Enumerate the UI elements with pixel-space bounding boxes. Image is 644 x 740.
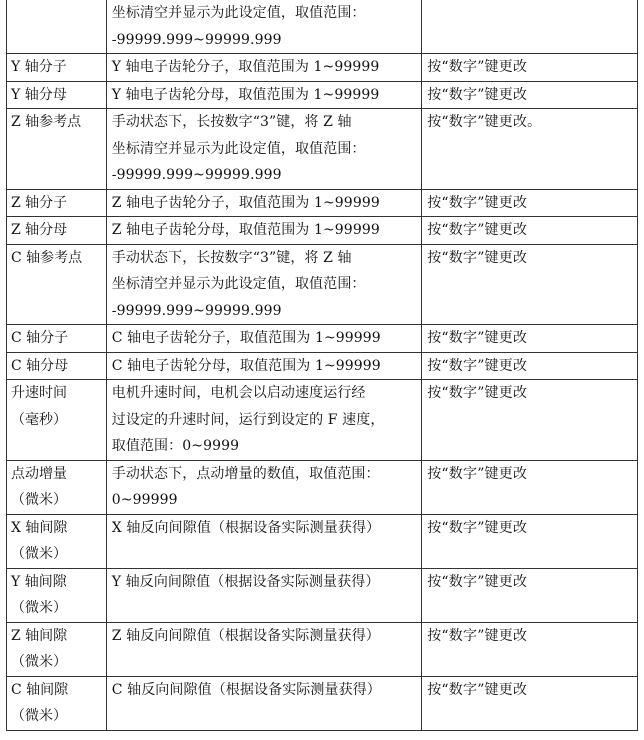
parameter-table [6,0,638,731]
parameter-operation: 按“数字”键更改 [422,217,638,245]
parameter-name: C 轴分子 [7,325,107,353]
parameter-description: C 轴电子齿轮分母，取值范围为 1~99999 [106,352,422,380]
parameter-description: Y 轴反向间隙值（根据设备实际测量获得） [106,568,422,622]
parameter-description: 手动状态下，长按数字“3”键，将 Z 轴 坐标清空并显示为此设定值，取值范围： -99999.999~99999.999 [106,109,422,190]
parameter-operation: 按“数字”键更改。 [422,109,638,190]
parameter-description: Z 轴电子齿轮分母，取值范围为 1~99999 [106,217,422,245]
table-row [7,217,638,245]
parameter-description: Z 轴电子齿轮分子，取值范围为 1~99999 [106,189,422,217]
parameter-operation [422,0,638,54]
parameter-name: C 轴间隙 （微米） [7,676,107,730]
parameter-operation: 按“数字”键更改 [422,676,638,730]
parameter-name: Z 轴分子 [7,189,107,217]
parameter-name: C 轴分母 [7,352,107,380]
parameter-operation: 按“数字”键更改 [422,352,638,380]
parameter-operation: 按“数字”键更改 [422,189,638,217]
parameter-name: Z 轴间隙 （微米） [7,622,107,676]
parameter-description: C 轴反向间隙值（根据设备实际测量获得） [106,676,422,730]
parameter-operation: 按“数字”键更改 [422,460,638,514]
table-row [7,81,638,109]
table-row [7,109,638,190]
parameter-operation: 按“数字”键更改 [422,325,638,353]
parameter-operation: 按“数字”键更改 [422,514,638,568]
parameter-name: 升速时间 （毫秒） [7,380,107,461]
parameter-description: X 轴反向间隙值（根据设备实际测量获得） [106,514,422,568]
parameter-name [7,0,107,54]
table-row [7,622,638,676]
parameter-name: Y 轴分子 [7,54,107,82]
parameter-operation: 按“数字”键更改 [422,568,638,622]
table-row [7,514,638,568]
table-row [7,352,638,380]
parameter-name: Y 轴间隙 （微米） [7,568,107,622]
table-row [7,244,638,325]
parameter-operation: 按“数字”键更改 [422,54,638,82]
parameter-description: 手动状态下，长按数字“3”键，将 Z 轴 坐标清空并显示为此设定值，取值范围： -99999.999~99999.999 [106,244,422,325]
parameter-description: Z 轴反向间隙值（根据设备实际测量获得） [106,622,422,676]
parameter-description: 手动状态下，点动增量的数值，取值范围： 0~99999 [106,460,422,514]
table-row [7,54,638,82]
parameter-name: Z 轴参考点 [7,109,107,190]
parameter-operation: 按“数字”键更改 [422,81,638,109]
table-row [7,568,638,622]
table-row [7,189,638,217]
parameter-operation: 按“数字”键更改 [422,380,638,461]
table-row [7,676,638,730]
parameter-name: Y 轴分母 [7,81,107,109]
table-row [7,460,638,514]
parameter-description: 坐标清空并显示为此设定值，取值范围： -99999.999~99999.999 [106,0,422,54]
parameter-description: 电机升速时间，电机会以启动速度运行经 过设定的升速时间，运行到设定的 F 速度， 取值范围：0~9999 [106,380,422,461]
table-row [7,0,638,54]
parameter-name: Z 轴分母 [7,217,107,245]
parameter-name: C 轴参考点 [7,244,107,325]
table-row [7,380,638,461]
parameter-name: 点动增量 （微米） [7,460,107,514]
parameter-description: C 轴电子齿轮分子，取值范围为 1~99999 [106,325,422,353]
parameter-name: X 轴间隙 （微米） [7,514,107,568]
parameter-description: Y 轴电子齿轮分子，取值范围为 1~99999 [106,54,422,82]
parameter-operation: 按“数字”键更改 [422,244,638,325]
parameter-description: Y 轴电子齿轮分母，取值范围为 1~99999 [106,81,422,109]
parameter-operation: 按“数字”键更改 [422,622,638,676]
table-row [7,325,638,353]
